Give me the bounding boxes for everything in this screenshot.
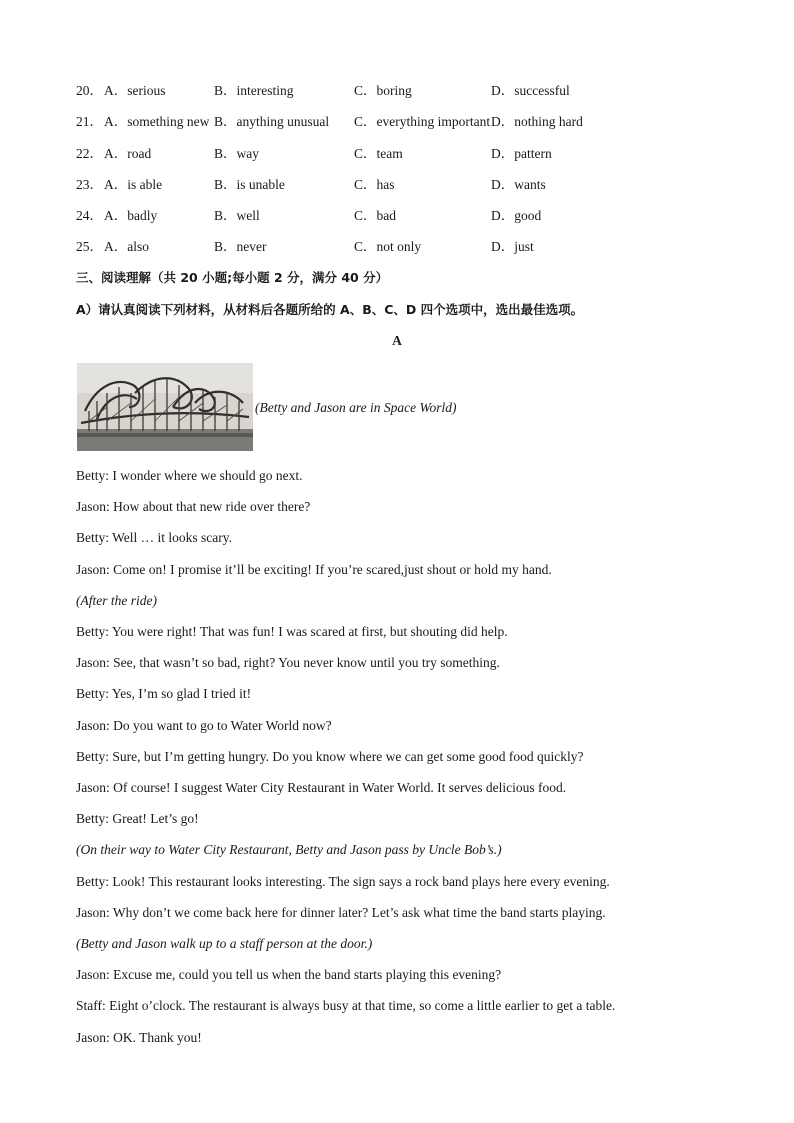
dialogue-line: Betty: I wonder where we should go next.: [76, 468, 303, 483]
option-d: D．nothing hard: [491, 114, 583, 129]
question-row-22: [76, 144, 716, 164]
dialogue-line: Betty: You were right! That was fun! I was scared at first, but shouting did help.: [76, 624, 508, 639]
question-number: 20．: [76, 83, 103, 98]
option-a: A．something new: [104, 114, 210, 129]
option-c: C．boring: [354, 83, 412, 98]
question-number: 22．: [76, 146, 103, 161]
option-c: C．not only: [354, 239, 422, 254]
stage-direction: (Betty and Jason walk up to a staff person at the door.): [76, 936, 373, 951]
question-number: 24．: [76, 208, 103, 223]
option-a: A．serious: [104, 83, 166, 98]
passage-letter: A: [392, 333, 402, 348]
dialogue-line: Betty: Well … it looks scary.: [76, 530, 233, 545]
question-number: 21．: [76, 114, 103, 129]
option-a: A．also: [104, 239, 149, 254]
dialogue-line: Jason: Come on! I promise it’ll be exciting! If you’re scared,just shout or hold my hand.: [76, 562, 552, 577]
question-row-20: [76, 81, 716, 101]
photo-caption: (Betty and Jason are in Space World): [255, 400, 457, 415]
option-d: D．good: [491, 208, 542, 223]
section-instruction: A）请认真阅读下列材料，从材料后各题所给的 A、B、C、D 四个选项中，选出最佳选项。: [76, 302, 584, 317]
dialogue-line: Jason: OK. Thank you!: [76, 1030, 202, 1045]
option-b: B．interesting: [214, 83, 294, 98]
dialogue-line: Jason: Excuse me, could you tell us when the band starts playing this evening?: [76, 967, 502, 982]
question-row-24: [76, 206, 716, 226]
option-c: C．team: [354, 146, 403, 161]
dialogue-line: Jason: Why don’t we come back here for dinner later? Let’s ask what time the band starts playing.: [76, 905, 606, 920]
dialogue-line: Betty: Look! This restaurant looks interesting. The sign says a rock band plays here every evening.: [76, 874, 610, 889]
option-c: C．has: [354, 177, 395, 192]
option-a: A．road: [104, 146, 152, 161]
option-b: B．way: [214, 146, 259, 161]
dialogue-line: Jason: Of course! I suggest Water City Restaurant in Water World. It serves delicious food.: [76, 780, 567, 795]
option-d: D．pattern: [491, 146, 552, 161]
question-row-25: [76, 237, 716, 257]
option-b: B．anything unusual: [214, 114, 330, 129]
option-b: B．well: [214, 208, 260, 223]
dialogue-line: Betty: Yes, I’m so glad I tried it!: [76, 686, 252, 701]
option-d: D．successful: [491, 83, 570, 98]
roller-coaster-photo: [77, 363, 253, 451]
dialogue-line: Jason: How about that new ride over there?: [76, 499, 311, 514]
stage-direction: (After the ride): [76, 593, 157, 608]
option-d: D．wants: [491, 177, 546, 192]
option-a: A．is able: [104, 177, 163, 192]
dialogue-line: Betty: Great! Let’s go!: [76, 811, 199, 826]
option-a: A．badly: [104, 208, 158, 223]
option-c: C．everything important: [354, 114, 491, 129]
option-b: B．never: [214, 239, 267, 254]
question-row-23: [76, 175, 716, 195]
option-b: B．is unable: [214, 177, 285, 192]
option-d: D．just: [491, 239, 534, 254]
question-row-21: [76, 112, 716, 132]
section-title: 三、阅读理解（共 20 小题;每小题 2 分，满分 40 分）: [76, 270, 389, 285]
question-number: 23．: [76, 177, 103, 192]
question-number: 25．: [76, 239, 103, 254]
dialogue-line: Staff: Eight o’clock. The restaurant is always busy at that time, so come a little earlier to get a table.: [76, 998, 616, 1013]
dialogue-line: Jason: Do you want to go to Water World now?: [76, 718, 332, 733]
option-c: C．bad: [354, 208, 396, 223]
dialogue-line: Betty: Sure, but I’m getting hungry. Do you know where we can get some good food quickly?: [76, 749, 584, 764]
stage-direction: (On their way to Water City Restaurant, Betty and Jason pass by Uncle Bob’s.): [76, 842, 502, 857]
dialogue-line: Jason: See, that wasn’t so bad, right? You never know until you try something.: [76, 655, 500, 670]
